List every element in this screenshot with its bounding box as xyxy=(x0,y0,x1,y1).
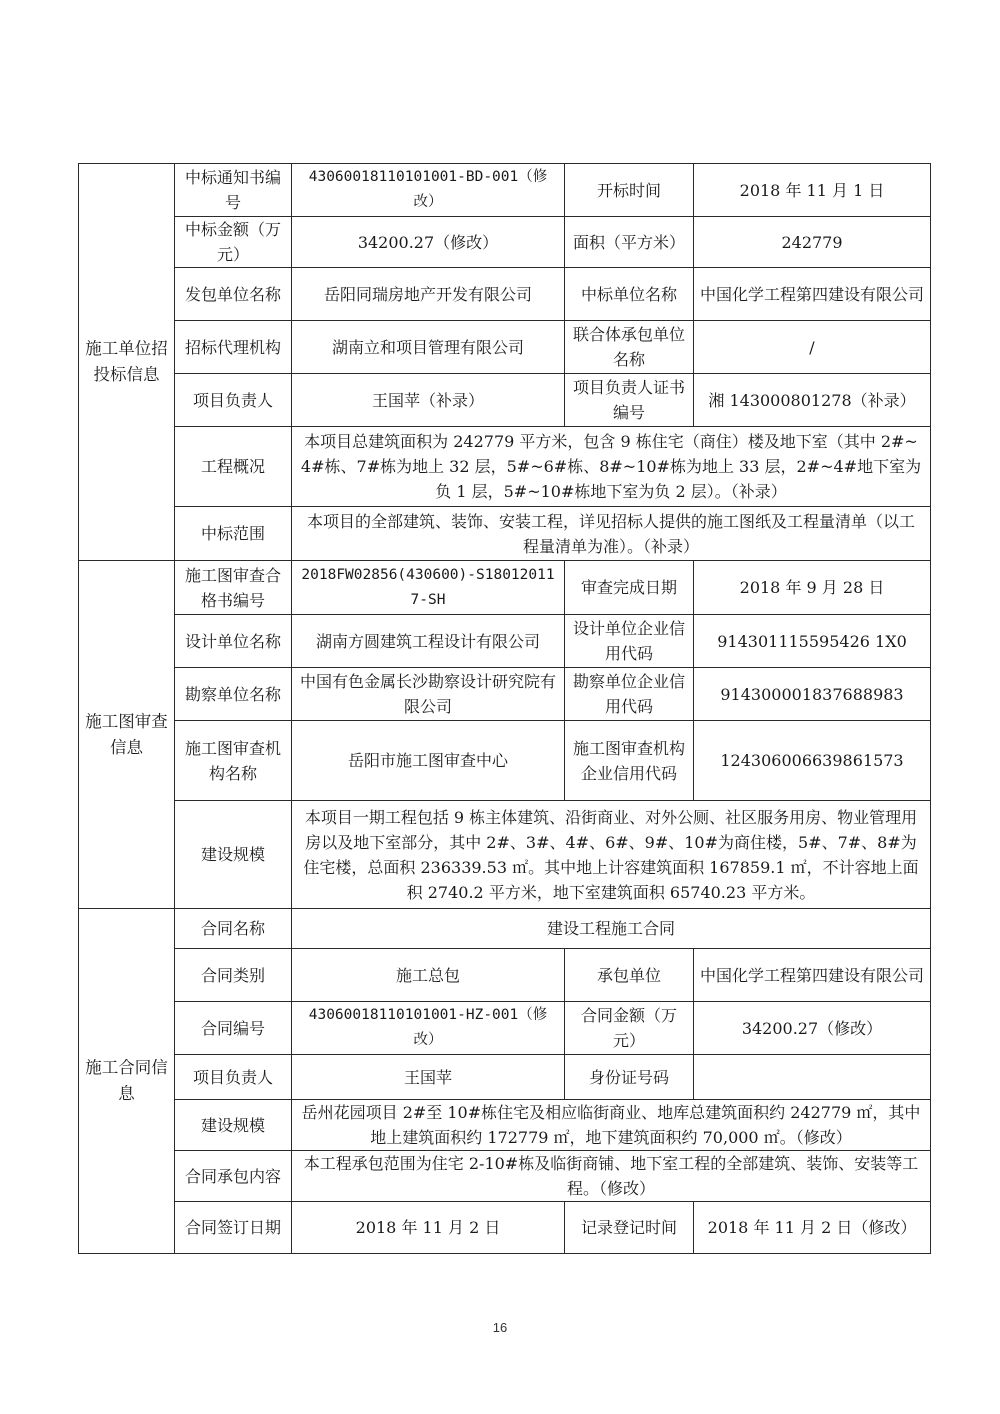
field-label: 施工图审查机构名称 xyxy=(175,721,292,801)
field-value: 2018FW02856(430600)-S180120117-SH xyxy=(292,561,565,615)
field-value: 2018 年 11 月 2 日（修改） xyxy=(694,1202,931,1254)
field-label: 中标范围 xyxy=(175,507,292,561)
table-row xyxy=(79,268,931,321)
table-row xyxy=(79,909,931,949)
field-value: 湖南立和项目管理有限公司 xyxy=(292,321,565,374)
field-label: 施工图审查机构企业信用代码 xyxy=(565,721,694,801)
field-value: 2018 年 11 月 1 日 xyxy=(694,164,931,217)
field-value: 王国苹（补录） xyxy=(292,374,565,427)
field-value: 34200.27（修改） xyxy=(694,1002,931,1055)
field-value: 中国化学工程第四建设有限公司 xyxy=(694,268,931,321)
field-label: 建设规模 xyxy=(175,1100,292,1151)
field-label: 合同名称 xyxy=(175,909,292,949)
field-label: 面积（平方米） xyxy=(565,217,694,268)
table-row xyxy=(79,561,931,615)
field-label: 承包单位 xyxy=(565,949,694,1002)
field-value: 中国化学工程第四建设有限公司 xyxy=(694,949,931,1002)
field-label: 勘察单位企业信用代码 xyxy=(565,668,694,721)
field-value: 施工总包 xyxy=(292,949,565,1002)
field-label: 工程概况 xyxy=(175,427,292,507)
field-label: 施工图审查合格书编号 xyxy=(175,561,292,615)
field-value: 242779 xyxy=(694,217,931,268)
field-label: 记录登记时间 xyxy=(565,1202,694,1254)
field-value: 湖南方圆建筑工程设计有限公司 xyxy=(292,615,565,668)
table-row xyxy=(79,1002,931,1055)
table-row xyxy=(79,1151,931,1202)
table-row xyxy=(79,801,931,909)
field-value: 王国苹 xyxy=(292,1055,565,1100)
field-label: 合同编号 xyxy=(175,1002,292,1055)
field-value: 中国有色金属长沙勘察设计研究院有限公司 xyxy=(292,668,565,721)
info-table-container xyxy=(78,163,930,1254)
table-row xyxy=(79,1202,931,1254)
field-label: 中标金额（万元） xyxy=(175,217,292,268)
table-row xyxy=(79,721,931,801)
field-label: 中标单位名称 xyxy=(565,268,694,321)
field-label: 招标代理机构 xyxy=(175,321,292,374)
field-label: 合同金额（万元） xyxy=(565,1002,694,1055)
field-value: 岳阳市施工图审查中心 xyxy=(292,721,565,801)
field-value-long: 本项目一期工程包括 9 栋主体建筑、沿街商业、对外公厕、社区服务用房、物业管理用房以及地下室部分，其中 2#、3#、4#、6#、9#、10#为商住楼，5#、7#、8#为住宅楼，总面积 236339.53 ㎡。其中地上计容建筑面积 167859.1 ㎡，不计容地上面积 2740.2 平方米，地下室建筑面积 65740.23 平方米。 xyxy=(292,801,931,909)
field-label: 联合体承包单位名称 xyxy=(565,321,694,374)
field-value: 岳阳同瑞房地产开发有限公司 xyxy=(292,268,565,321)
field-label: 项目负责人证书编号 xyxy=(565,374,694,427)
field-label: 项目负责人 xyxy=(175,1055,292,1100)
field-value-long: 本项目总建筑面积为 242779 平方米，包含 9 栋住宅（商住）楼及地下室（其中 2#~4#栋、7#栋为地上 32 层，5#~6#栋、8#~10#栋为地上 33 层，2#~4#地下室为负 1 层，5#~10#栋地下室为负 2 层）。（补录） xyxy=(292,427,931,507)
table-row xyxy=(79,615,931,668)
field-value-long: 本项目的全部建筑、装饰、安装工程，详见招标人提供的施工图纸及工程量清单（以工程量清单为准）。（补录） xyxy=(292,507,931,561)
field-value: 43060018110101001-HZ-001（修改） xyxy=(292,1002,565,1055)
field-value-long: 本工程承包范围为住宅 2-10#栋及临街商铺、地下室工程的全部建筑、装饰、安装等工程。（修改） xyxy=(292,1151,931,1202)
table-row xyxy=(79,507,931,561)
field-value-long: 岳州花园项目 2#至 10#栋住宅及相应临街商业、地库总建筑面积约 242779 ㎡，其中地上建筑面积约 172779 ㎡，地下建筑面积约 70,000 ㎡。（修改） xyxy=(292,1100,931,1151)
table-row xyxy=(79,164,931,217)
field-label: 身份证号码 xyxy=(565,1055,694,1100)
field-value: 2018 年 11 月 2 日 xyxy=(292,1202,565,1254)
field-label: 中标通知书编号 xyxy=(175,164,292,217)
field-value: 湘 143000801278（补录） xyxy=(694,374,931,427)
field-value: / xyxy=(694,321,931,374)
section-title: 施工合同信息 xyxy=(79,909,175,1254)
table-row xyxy=(79,374,931,427)
table-row xyxy=(79,427,931,507)
field-value: 34200.27（修改） xyxy=(292,217,565,268)
table-row xyxy=(79,949,931,1002)
field-label: 合同类别 xyxy=(175,949,292,1002)
info-table-body xyxy=(79,164,931,1254)
field-label: 设计单位企业信用代码 xyxy=(565,615,694,668)
field-value: 43060018110101001-BD-001（修改） xyxy=(292,164,565,217)
field-value: 914300001837688983 xyxy=(694,668,931,721)
field-label: 合同签订日期 xyxy=(175,1202,292,1254)
field-value xyxy=(694,1055,931,1100)
table-row xyxy=(79,217,931,268)
field-value: 914301115595426 1X0 xyxy=(694,615,931,668)
section-title: 施工图审查信息 xyxy=(79,561,175,909)
table-row xyxy=(79,668,931,721)
field-label: 审查完成日期 xyxy=(565,561,694,615)
field-label: 建设规模 xyxy=(175,801,292,909)
table-row xyxy=(79,1055,931,1100)
section-title: 施工单位招投标信息 xyxy=(79,164,175,561)
field-label: 开标时间 xyxy=(565,164,694,217)
page-number: 16 xyxy=(492,1320,508,1335)
field-value: 2018 年 9 月 28 日 xyxy=(694,561,931,615)
field-label: 设计单位名称 xyxy=(175,615,292,668)
table-row xyxy=(79,1100,931,1151)
field-value: 124306006639861573 xyxy=(694,721,931,801)
table-row xyxy=(79,321,931,374)
info-table xyxy=(78,163,931,1254)
field-label: 项目负责人 xyxy=(175,374,292,427)
field-value-long: 建设工程施工合同 xyxy=(292,909,931,949)
field-label: 发包单位名称 xyxy=(175,268,292,321)
field-label: 勘察单位名称 xyxy=(175,668,292,721)
field-label: 合同承包内容 xyxy=(175,1151,292,1202)
